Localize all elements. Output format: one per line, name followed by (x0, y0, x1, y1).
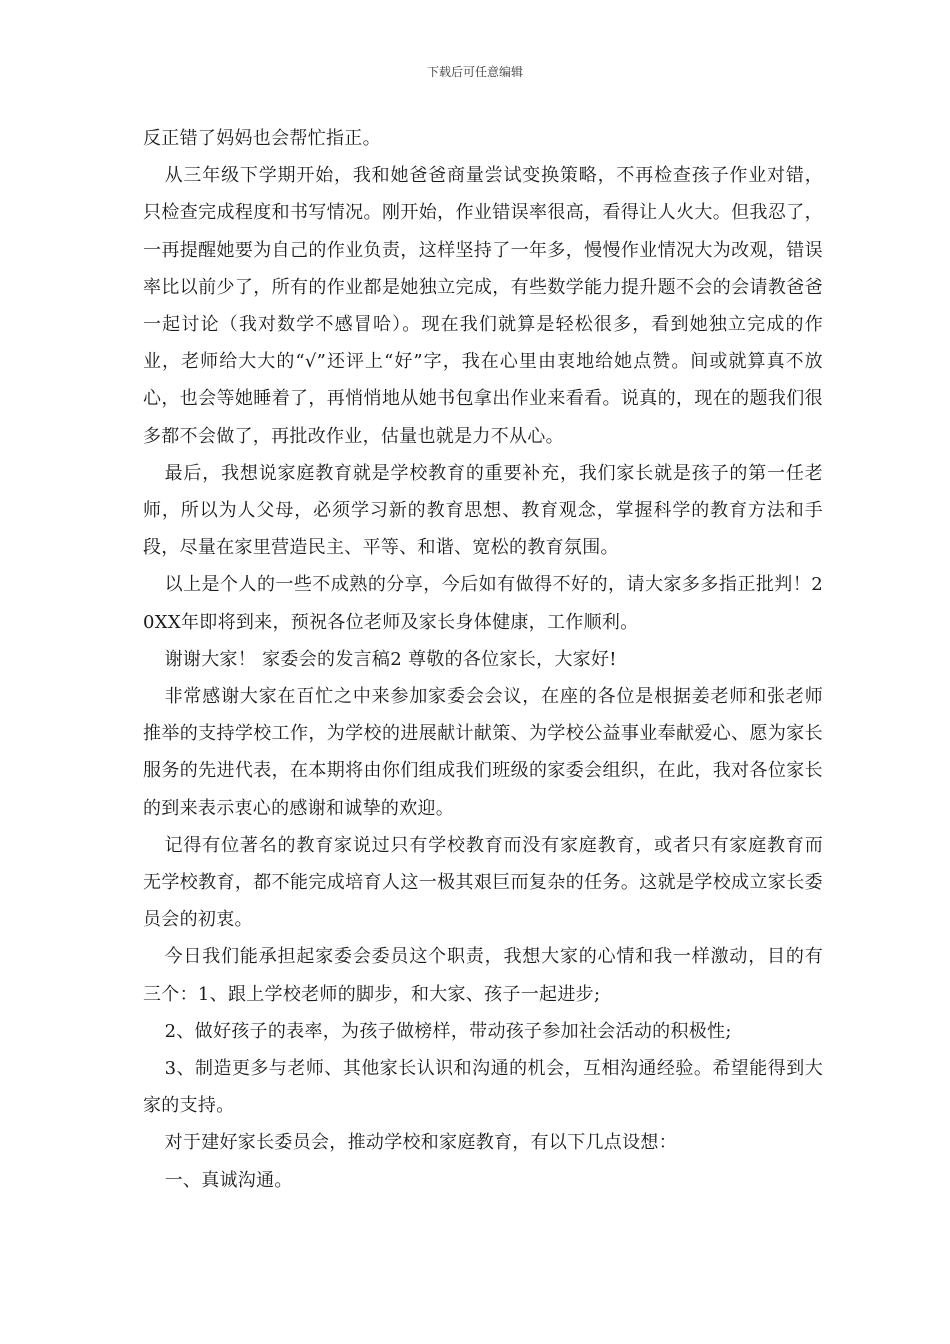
paragraph-12: 一、真诚沟通。 (164, 1169, 293, 1191)
header-note: 下载后可任意编辑 (426, 65, 523, 79)
document-body (143, 120, 823, 1199)
paragraph-8: 今日我们能承担起家委会委员这个职责，我想大家的心情和我一样激动，目的有三个：1、跟上学校老师的脚步，和大家、孩子一起进步; (143, 946, 823, 1005)
paragraph-7: 记得有位著名的教育家说过只有学校教育而没有家庭教育，或者只有家庭教育而无学校教育，都不能完成培育人这一极其艰巨而复杂的任务。这就是学校成立家长委员会的初衷。 (143, 834, 823, 931)
paragraph-10: 3、制造更多与老师、其他家长认识和沟通的机会，互相沟通经验。希望能得到大家的支持。 (143, 1058, 823, 1117)
paragraph-3: 最后，我想说家庭教育就是学校教育的重要补充，我们家长就是孩子的第一任老师，所以为人父母，必须学习新的教育思想、教育观念，掌握科学的教育方法和手段，尽量在家里营造民主、平等、和谐、宽松的教育氛围。 (143, 462, 823, 559)
paragraph-11: 对于建好家长委员会，推动学校和家庭教育，有以下几点设想： (164, 1132, 677, 1154)
paragraph-5: 谢谢大家！ 家委会的发言稿2 尊敬的各位家长，大家好! (164, 648, 617, 670)
paragraph-9: 2、做好孩子的表率，为孩子做榜样，带动孩子参加社会活动的积极性; (164, 1020, 732, 1042)
paragraph-6: 非常感谢大家在百忙之中来参加家委会会议，在座的各位是根据姜老师和张老师推举的支持学校工作，为学校的进展献计献策、为学校公益事业奉献爱心、愿为家长服务的先进代表，在本期将由你们组成我们班级的家委会组织，在此，我对各位家长的到来表示衷心的感谢和诚挚的欢迎。 (143, 686, 823, 819)
paragraph-1: 反正错了妈妈也会帮忙指正。 (143, 128, 381, 149)
paragraph-4: 以上是个人的一些不成熟的分享，今后如有做得不好的，请大家多多指正批判！20XX年即将到来，预祝各位老师及家长身体健康，工作顺利。 (143, 574, 823, 633)
paragraph-2: 从三年级下学期开始，我和她爸爸商量尝试变换策略，不再检查孩子作业对错，只检查完成程度和书写情况。刚开始，作业错误率很高，看得让人火大。但我忍了，一再提醒她要为自己的作业负责，这样坚持了一年多，慢慢作业情况大为改观，错误率比以前少了，所有的作业都是她独立完成，有些数学能力提升题不会的会请教爸爸一起讨论（我对数学不感冒哈）。现在我们就算是轻松很多，看到她独立完成的作业，老师给大大的“√”还评上“好”字，我在心里由衷地给她点赞。间或就算真不放心，也会等她睡着了，再悄悄地从她书包拿出作业来看看。说真的，现在的题我们很多都不会做了，再批改作业，估量也就是力不从心。 (143, 165, 823, 447)
